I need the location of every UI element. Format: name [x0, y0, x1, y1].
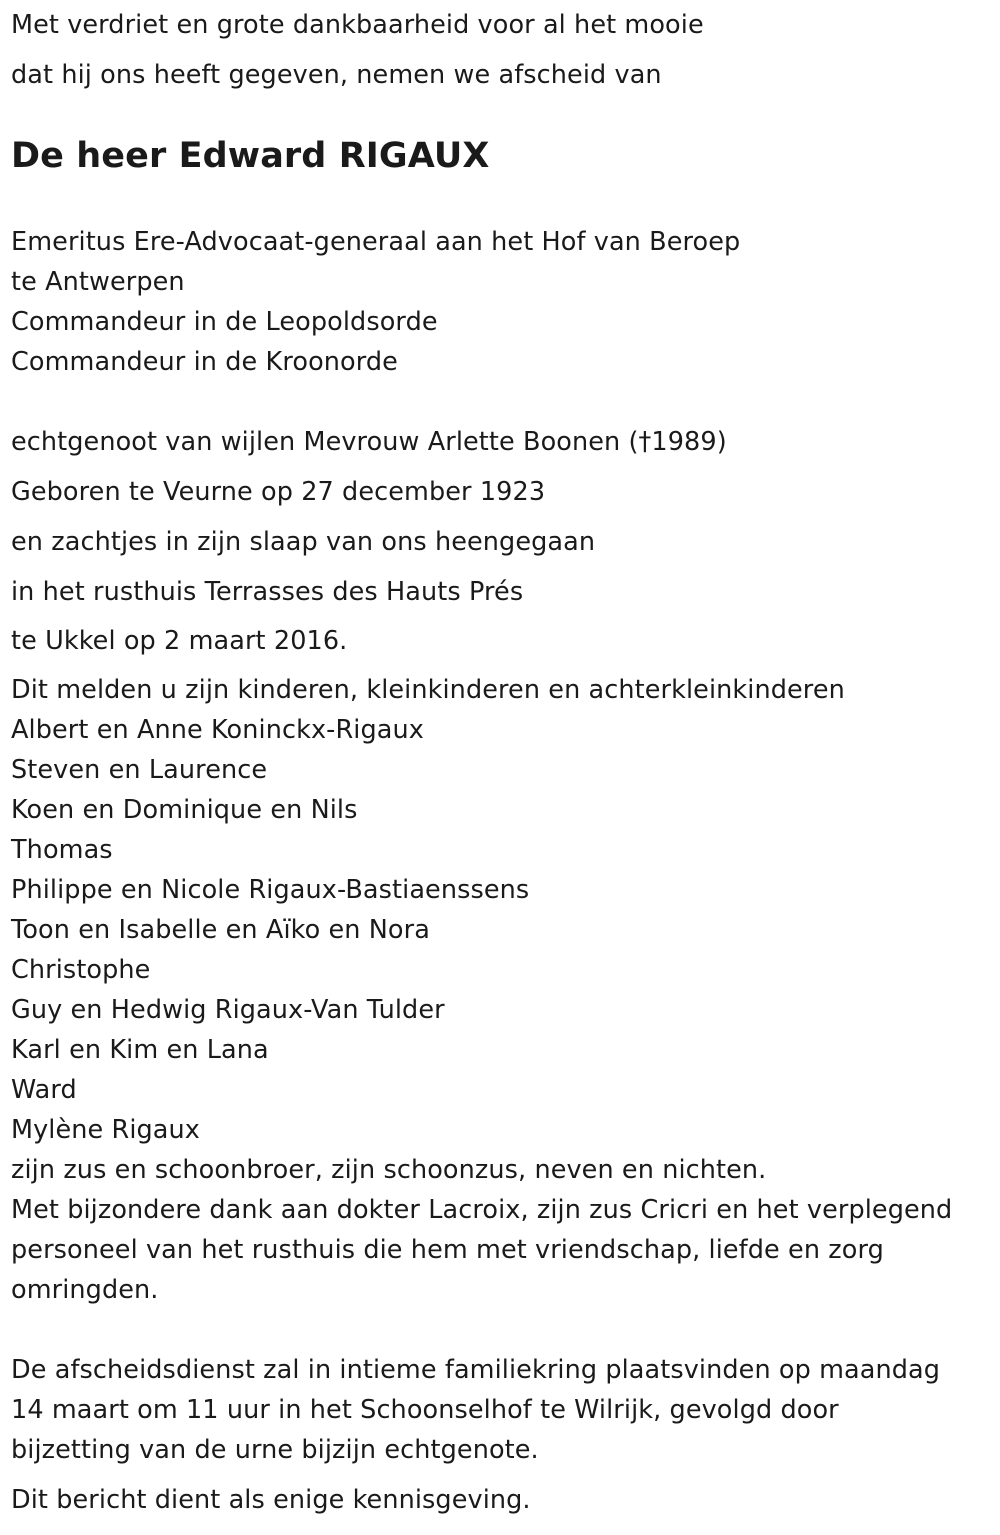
- life-line-2: en zachtjes in zijn slaap van ons heengegaan: [11, 527, 596, 557]
- family-line: Koen en Dominique en Nils: [11, 795, 358, 825]
- title-line-4: Commandeur in de Kroonorde: [11, 347, 398, 377]
- life-line-4: te Ukkel op 2 maart 2016.: [11, 626, 348, 656]
- family-line: Steven en Laurence: [11, 755, 268, 785]
- spouse-text-after: 1989): [651, 427, 727, 457]
- family-line: Dit melden u zijn kinderen, kleinkinderen en achterkleinkinderen: [11, 675, 845, 705]
- intro-line-2: dat hij ons heeft gegeven, nemen we afscheid van: [11, 60, 662, 90]
- family-line: Toon en Isabelle en Aïko en Nora: [11, 915, 430, 945]
- service-line-3: bijzetting van de urne bijzijn echtgenote.: [11, 1435, 539, 1465]
- family-line: zijn zus en schoonbroer, zijn schoonzus, neven en nichten.: [11, 1155, 767, 1185]
- family-line: personeel van het rusthuis die hem met vriendschap, liefde en zorg: [11, 1235, 884, 1265]
- family-line: Guy en Hedwig Rigaux-Van Tulder: [11, 995, 445, 1025]
- deceased-name: De heer Edward RIGAUX: [11, 136, 490, 176]
- service-line-1: De afscheidsdienst zal in intieme familiekring plaatsvinden op maandag: [11, 1355, 941, 1385]
- spouse-line: [11, 427, 727, 457]
- intro-line-1: Met verdriet en grote dankbaarheid voor al het mooie: [11, 10, 704, 40]
- cross-icon: †: [638, 427, 652, 457]
- family-line: Karl en Kim en Lana: [11, 1035, 269, 1065]
- title-line-3: Commandeur in de Leopoldsorde: [11, 307, 438, 337]
- title-line-2: te Antwerpen: [11, 267, 185, 297]
- family-line: Ward: [11, 1075, 77, 1105]
- family-line: Mylène Rigaux: [11, 1115, 200, 1145]
- spouse-text-before: echtgenoot van wijlen Mevrouw Arlette Boonen (: [11, 427, 639, 457]
- life-line-3: in het rusthuis Terrasses des Hauts Prés: [11, 577, 524, 607]
- title-line-1: Emeritus Ere-Advocaat-generaal aan het Hof van Beroep: [11, 227, 741, 257]
- family-line: Christophe: [11, 955, 151, 985]
- family-line: Philippe en Nicole Rigaux-Bastiaenssens: [11, 875, 530, 905]
- life-line-1: Geboren te Veurne op 27 december 1923: [11, 477, 546, 507]
- family-line: Met bijzondere dank aan dokter Lacroix, zijn zus Cricri en het verplegend: [11, 1195, 953, 1225]
- family-line: omringden.: [11, 1275, 159, 1305]
- closing-line: Dit bericht dient als enige kennisgeving.: [11, 1485, 531, 1515]
- service-line-2: 14 maart om 11 uur in het Schoonselhof te Wilrijk, gevolgd door: [11, 1395, 839, 1425]
- family-line: Thomas: [11, 835, 113, 865]
- family-line: Albert en Anne Koninckx-Rigaux: [11, 715, 424, 745]
